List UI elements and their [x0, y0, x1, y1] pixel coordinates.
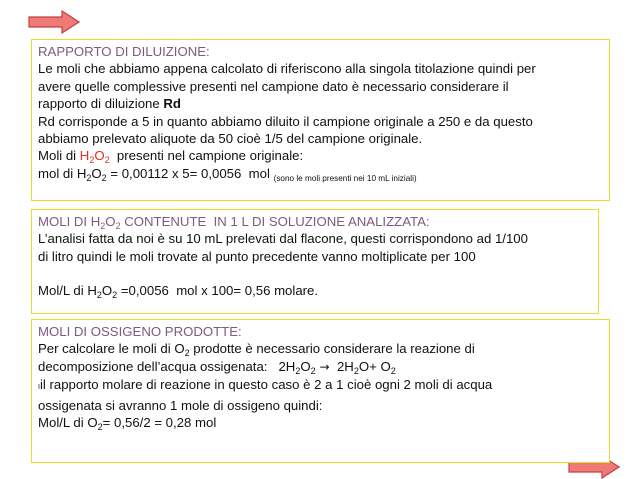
text-line: di litro quindi le moli trovate al punto precedente vanno moltiplicate per 100 [38, 248, 476, 264]
blank-line [38, 265, 592, 282]
moles-per-liter-box [31, 209, 599, 314]
text-line: abbiamo prelevato aliquote da 50 cioè 1/5 del campione originale. [38, 131, 423, 147]
text-line: Iil rapporto molare di reazione in questo caso è 2 a 1 cioè ogni 2 moli di acqua [38, 377, 493, 393]
text-line: Mol/L di $H_2O_2 =0,0056$ mol x 100= 0,56 molare. [38, 283, 319, 301]
text-line: Per calcolare le moli di $O_2$ prodotte è necessario considerare la reazione di [38, 341, 475, 359]
note: (sono le moli presenti nei 10 mL iniziali) [273, 173, 417, 183]
text-line: avere quelle complessive presenti nel campione dato è necessario considerare il [38, 78, 509, 94]
box-title: MOLI DI $H_2O_2$ CONTENUTE IN 1 L DI SOLUZIONE ANALIZZATA: [38, 214, 430, 231]
text-line: Rd corrisponde a 5 in quanto abbiamo diluito il campione originale a 250 e da questo [38, 113, 533, 129]
text-line: Mol/L di $O_2= 0,56/2 = 0,28$ mol [38, 415, 217, 433]
text-line: ossigenata si avranno 1 mole di ossigeno quindi: [38, 397, 323, 413]
reaction-arrow: → [315, 359, 334, 374]
right-arrow-icon [28, 10, 80, 34]
oxygen-moles-box [31, 319, 610, 463]
box-title: RAPPORTO DI DILUIZIONE: [38, 44, 210, 59]
text-line: Moli di $H_2O_2$ presenti nel campione originale: [38, 148, 304, 166]
text-line: Le moli che abbiamo appena calcolato di riferiscono alla singola titolazione quindi per [38, 61, 536, 77]
box-title: MOLI DI OSSIGENO PRODOTTE: [38, 324, 242, 339]
rd-label: Rd [163, 96, 181, 112]
text-line: decomposizione dell’acqua ossigenata: $2H_2O_2 \to 2H_2O+ O_2$ [38, 358, 396, 376]
dilution-ratio-box [31, 39, 610, 201]
text-line: rapporto di diluizione Rd [38, 96, 181, 112]
h2o2-formula: $H_2O_2$ [79, 148, 110, 166]
text-line: mol di $H_2O_2 = 0,00112$ x 5= 0,0056 mol $_{(sono le moli presenti nei 10 mL iniziali)}$ [38, 165, 417, 183]
text-line: L’analisi fatta da noi è su 10 mL prelevati dal flacone, questi corrispondono ad 1/100 [38, 231, 528, 247]
